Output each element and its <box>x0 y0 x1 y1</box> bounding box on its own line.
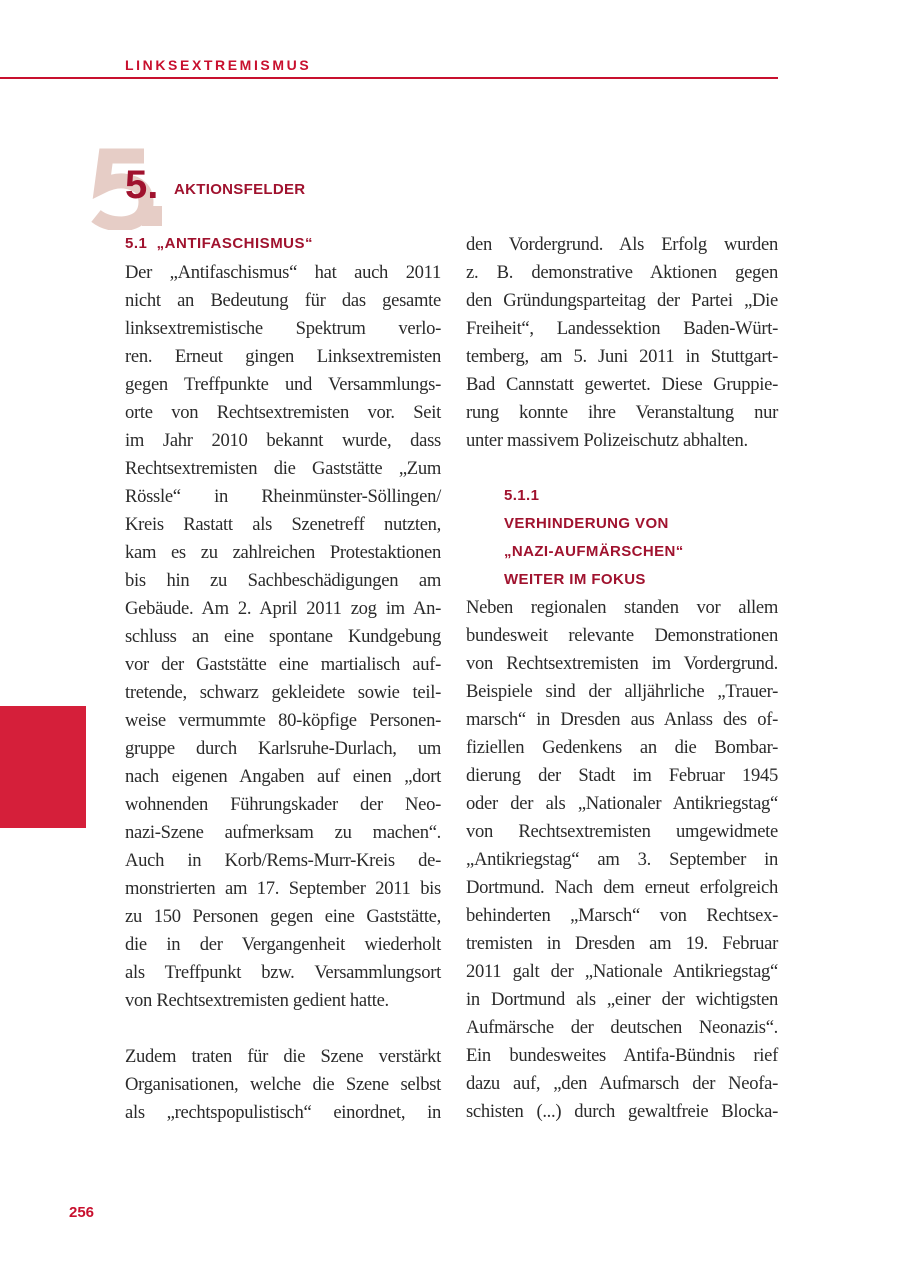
text-line: bundesweit relevante Demonstrationen <box>466 625 778 646</box>
right-column-paragraph <box>466 594 778 1126</box>
text-line: dierung der Stadt im Februar 1945 <box>466 765 778 786</box>
text-line: temberg, am 5. Juni 2011 in Stuttgart- <box>466 346 778 367</box>
text-line: monstrierten am 17. September 2011 bis <box>125 878 441 899</box>
subsection-heading <box>504 482 684 594</box>
text-line: Zudem traten für die Szene verstärkt <box>125 1046 441 1067</box>
text-line: Aufmärsche der deutschen Neonazis“. <box>466 1017 778 1038</box>
text-line: ren. Erneut gingen Linksextremisten <box>125 346 441 367</box>
text-line: nazi-Szene aufmerksam zu machen“. <box>125 822 441 843</box>
text-line: marsch“ in Dresden aus Anlass des of- <box>466 709 778 730</box>
text-line: unter massivem Polizeischutz abhalten. <box>466 430 748 451</box>
subsection-heading-line: VERHINDERUNG VON <box>504 515 669 532</box>
text-line: Kreis Rastatt als Szenetreff nutzten, <box>125 514 441 535</box>
left-column-text <box>125 259 441 1127</box>
text-line: die in der Vergangenheit wiederholt <box>125 934 441 955</box>
text-line: Neben regionalen standen vor allem <box>466 597 778 618</box>
paragraph-gap <box>125 1015 441 1043</box>
text-line: gegen Treffpunkte und Versammlungs- <box>125 374 441 395</box>
text-line: kam es zu zahlreichen Protestaktionen <box>125 542 441 563</box>
text-line: rung konnte ihre Veranstaltung nur <box>466 402 778 423</box>
text-line: schisten (...) durch gewaltfreie Blocka- <box>466 1101 778 1122</box>
text-line: wohnenden Führungskader der Neo- <box>125 794 441 815</box>
text-line: „Antikriegstag“ am 3. September in <box>466 849 778 870</box>
section-heading: 5.1 „ANTIFASCHISMUS“ <box>125 235 314 252</box>
text-line: den Vordergrund. Als Erfolg wurden <box>466 234 778 255</box>
text-line: linksextremistische Spektrum verlo- <box>125 318 441 339</box>
text-line: gruppe durch Karlsruhe-Durlach, um <box>125 738 441 759</box>
text-line: den Gründungsparteitag der Partei „Die <box>466 290 778 311</box>
text-line: schluss an eine spontane Kundgebung <box>125 626 441 647</box>
text-line: Rössle“ in Rheinmünster-Söllingen/ <box>125 486 441 507</box>
subsection-heading-line: „NAZI-AUFMÄRSCHEN“ <box>504 543 684 560</box>
text-line: von Rechtsextremisten gedient hatte. <box>125 990 389 1011</box>
text-line: Freiheit“, Landessektion Baden-Würt- <box>466 318 778 339</box>
running-header-title: LINKSEXTREMISMUS <box>125 57 312 73</box>
text-line: orte von Rechtsextremisten vor. Seit <box>125 402 441 423</box>
header-rule <box>0 77 778 79</box>
text-line: nicht an Bedeutung für das gesamte <box>125 290 441 311</box>
text-line: oder der als „Nationaler Antikriegstag“ <box>466 793 778 814</box>
text-line: im Jahr 2010 bekannt wurde, dass <box>125 430 441 451</box>
text-line: als „rechtspopulistisch“ einordnet, in <box>125 1102 441 1123</box>
text-line: von Rechtsextremisten umgewidmete <box>466 821 778 842</box>
text-line: behinderten „Marsch“ von Rechtsex- <box>466 905 778 926</box>
text-line: nach eigenen Angaben auf einen „dort <box>125 766 441 787</box>
text-line: in Dortmund als „einer der wichtigsten <box>466 989 778 1010</box>
text-line: Rechtsextremisten die Gaststätte „Zum <box>125 458 441 479</box>
text-line: tremisten in Dresden am 19. Februar <box>466 933 778 954</box>
text-line: Auch in Korb/Rems-Murr-Kreis de- <box>125 850 441 871</box>
subsection-heading-line: WEITER IM FOKUS <box>504 571 646 588</box>
text-line: Organisationen, welche die Szene selbst <box>125 1074 441 1095</box>
text-line: Bad Cannstatt gewertet. Diese Gruppie- <box>466 374 778 395</box>
text-line: fiziellen Gedenkens an die Bombar- <box>466 737 778 758</box>
text-line: 2011 galt der „Nationale Antikriegstag“ <box>466 961 778 982</box>
text-line: von Rechtsextremisten im Vordergrund. <box>466 653 778 674</box>
text-line: Beispiele sind der alljährliche „Trauer- <box>466 681 778 702</box>
text-line: Dortmund. Nach dem erneut erfolgreich <box>466 877 778 898</box>
text-line: Gebäude. Am 2. April 2011 zog im An- <box>125 598 441 619</box>
text-line: Ein bundesweites Antifa-Bündnis rief <box>466 1045 778 1066</box>
text-line: dazu auf, „den Aufmarsch der Neofa- <box>466 1073 778 1094</box>
right-column-paragraph <box>466 231 778 455</box>
chapter-number: 5. <box>125 163 159 207</box>
text-line: bis hin zu Sachbeschädigungen am <box>125 570 441 591</box>
side-thumb-tab <box>0 706 86 828</box>
text-line: z. B. demonstrative Aktionen gegen <box>466 262 778 283</box>
text-line: Der „Antifaschismus“ hat auch 2011 <box>125 262 441 283</box>
text-line: tretende, schwarz gekleidete sowie teil- <box>125 682 441 703</box>
text-line: vor der Gaststätte eine martialisch auf- <box>125 654 441 675</box>
text-line: als Treffpunkt bzw. Versammlungsort <box>125 962 441 983</box>
page-number: 256 <box>69 1204 95 1221</box>
text-line: zu 150 Personen gegen eine Gaststätte, <box>125 906 441 927</box>
text-line: weise vermummte 80-köpfige Personen- <box>125 710 441 731</box>
chapter-title: AKTIONSFELDER <box>174 181 306 198</box>
subsection-heading-line: 5.1.1 <box>504 487 540 504</box>
